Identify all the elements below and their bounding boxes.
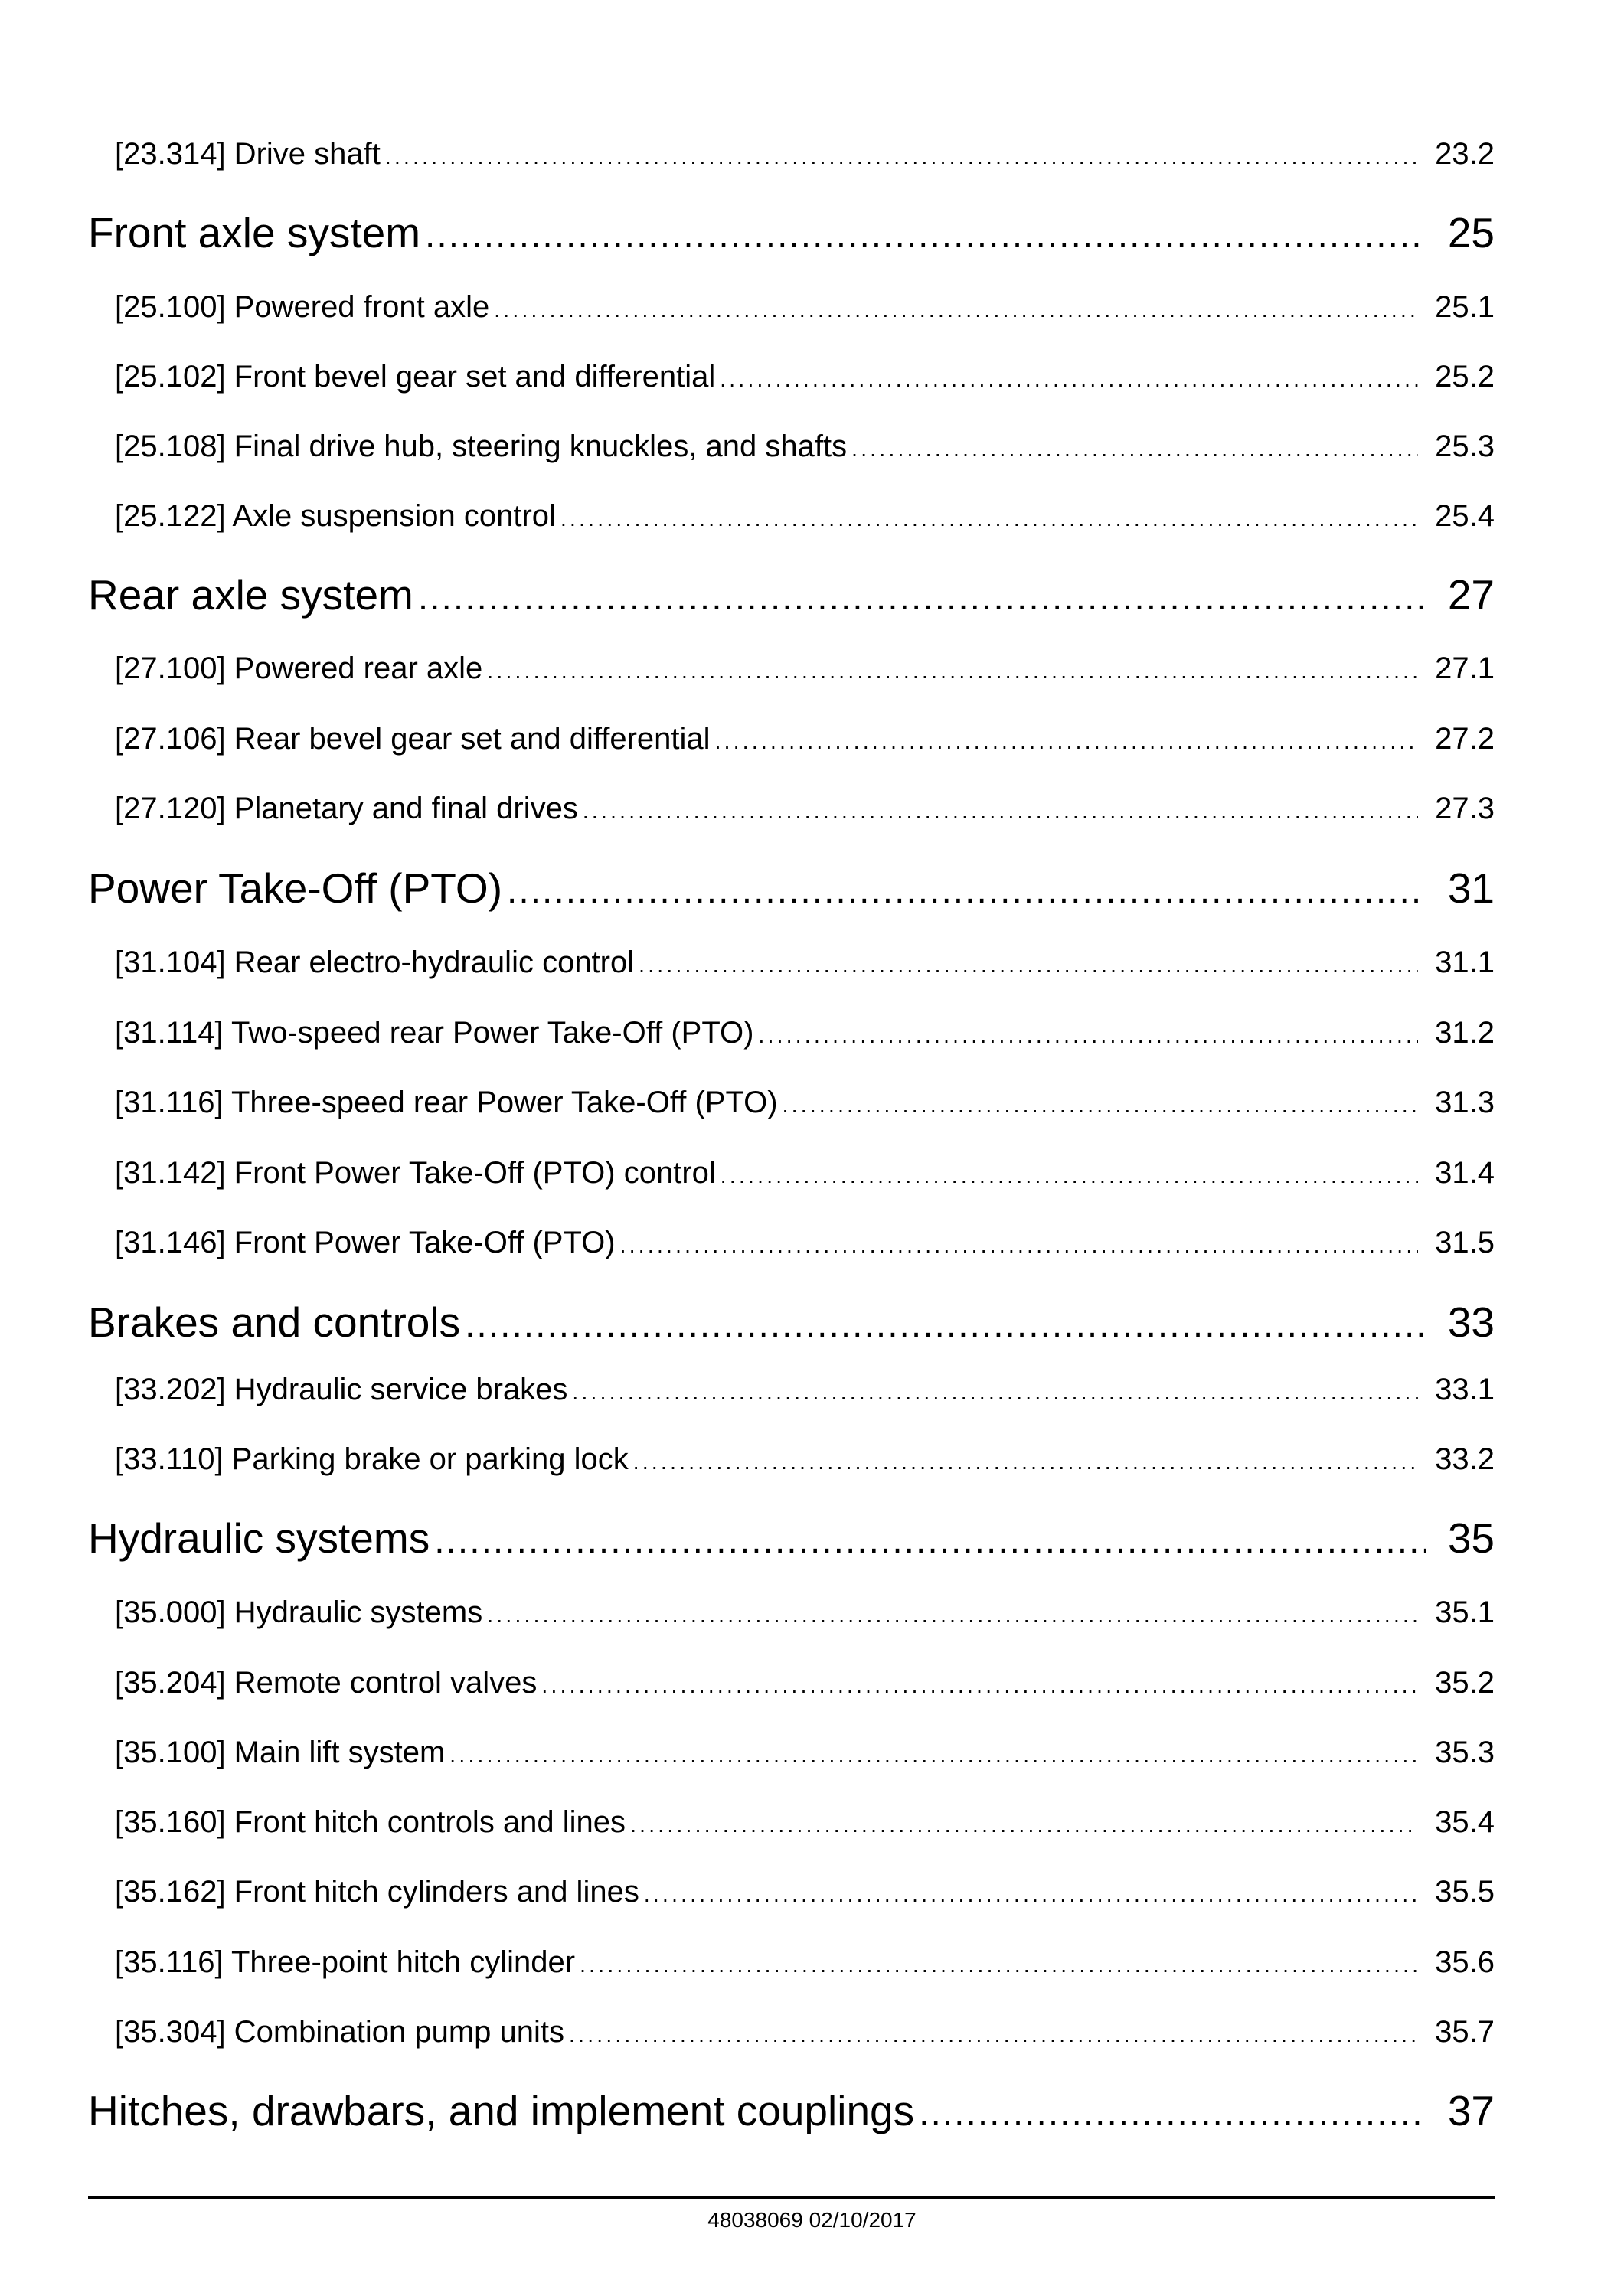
toc-section-row[interactable] (88, 570, 1495, 619)
toc-entry-title: [35.160] Front hitch controls and lines (115, 1805, 626, 1839)
toc-entry-page-number: 35.1 (1435, 1595, 1495, 1629)
toc-entry-page-number: 27.3 (1435, 792, 1495, 825)
dot-leader (580, 1953, 1418, 1978)
dot-leader (630, 1813, 1418, 1837)
dot-leader (425, 214, 1426, 256)
dot-leader (449, 1743, 1418, 1768)
toc-entry-title: [25.122] Axle suspension control (115, 499, 556, 533)
toc-entry-page-number: 35.6 (1435, 1945, 1495, 1979)
dot-leader (569, 2023, 1418, 2047)
dot-leader (639, 953, 1418, 978)
toc-section-row[interactable] (88, 1298, 1495, 1347)
toc-entry-row[interactable] (115, 1442, 1495, 1477)
dot-leader (434, 1520, 1426, 1562)
toc-entry-page-number: 25.4 (1435, 499, 1495, 533)
dot-leader (620, 1233, 1418, 1258)
footer-document-id: 48038069 02/10/2017 (707, 2208, 917, 2232)
toc-section-title: Brakes and controls (88, 1298, 461, 1346)
toc-entry-page-number: 35.3 (1435, 1736, 1495, 1769)
toc-entry-title: [35.204] Remote control valves (115, 1666, 538, 1700)
toc-entry-page-number: 31.5 (1435, 1226, 1495, 1259)
toc-entry-row[interactable] (115, 137, 1495, 171)
toc-section-page-number: 33 (1447, 1298, 1495, 1346)
toc-entry-page-number: 35.7 (1435, 2015, 1495, 2049)
toc-entry-title: [33.202] Hydraulic service brakes (115, 1373, 568, 1406)
dot-leader (487, 659, 1418, 684)
toc-entry-title: [33.110] Parking brake or parking lock (115, 1442, 629, 1476)
toc-entry-row[interactable] (115, 652, 1495, 686)
toc-entry-row[interactable] (115, 722, 1495, 756)
toc-section-title: Hydraulic systems (88, 1514, 430, 1562)
toc-section-row[interactable] (88, 864, 1495, 913)
toc-entry-page-number: 27.2 (1435, 722, 1495, 756)
toc-entry-page-number: 27.1 (1435, 652, 1495, 685)
toc-entry-page-number: 25.1 (1435, 290, 1495, 324)
dot-leader (644, 1883, 1418, 1907)
dot-leader (572, 1380, 1418, 1405)
dot-leader (851, 437, 1418, 462)
toc-entry-row[interactable] (115, 2015, 1495, 2049)
toc-section-row[interactable] (88, 208, 1495, 257)
toc-section-title: Hitches, drawbars, and implement couplings (88, 2087, 915, 2134)
toc-entry-title: [35.304] Combination pump units (115, 2015, 565, 2049)
dot-leader (494, 298, 1418, 322)
dot-leader (560, 507, 1418, 531)
toc-entry-row[interactable] (115, 1226, 1495, 1260)
toc-entry-row[interactable] (115, 1805, 1495, 1840)
toc-entry-title: [23.314] Drive shaft (115, 137, 381, 171)
toc-entry-title: [31.142] Front Power Take-Off (PTO) control (115, 1156, 716, 1190)
toc-entry-title: [35.162] Front hitch cylinders and lines (115, 1875, 639, 1909)
toc-entry-title: [25.102] Front bevel gear set and differential (115, 360, 716, 394)
dot-leader (783, 1093, 1418, 1118)
toc-entry-page-number: 35.5 (1435, 1875, 1495, 1909)
toc-entry-row[interactable] (115, 946, 1495, 980)
toc-entry-row[interactable] (115, 1595, 1495, 1630)
toc-entry-page-number: 31.2 (1435, 1016, 1495, 1050)
toc-entry-row[interactable] (115, 1156, 1495, 1190)
toc-entry-page-number: 33.2 (1435, 1442, 1495, 1476)
dot-leader (633, 1450, 1418, 1475)
dot-leader (758, 1024, 1418, 1048)
toc-section-title: Rear axle system (88, 571, 413, 619)
toc-section-page-number: 31 (1447, 864, 1495, 912)
dot-leader (507, 870, 1426, 912)
toc-entry-title: [27.106] Rear bevel gear set and differential (115, 722, 711, 756)
dot-leader (465, 1304, 1426, 1346)
toc-entry-page-number: 23.2 (1435, 137, 1495, 171)
toc-entry-page-number: 25.3 (1435, 429, 1495, 463)
toc-entry-title: [35.000] Hydraulic systems (115, 1595, 483, 1629)
toc-entry-title: [31.116] Three-speed rear Power Take-Off (PTO) (115, 1086, 778, 1119)
toc-entry-row[interactable] (115, 1736, 1495, 1770)
toc-entry-page-number: 31.3 (1435, 1086, 1495, 1119)
toc-entry-row[interactable] (115, 429, 1495, 464)
toc-section-page-number: 37 (1447, 2087, 1495, 2134)
dot-leader (418, 576, 1426, 619)
toc-entry-title: [27.100] Powered rear axle (115, 652, 483, 685)
toc-section-title: Power Take-Off (PTO) (88, 864, 503, 912)
toc-entry-page-number: 25.2 (1435, 360, 1495, 394)
toc-entry-row[interactable] (115, 290, 1495, 325)
dot-leader (720, 367, 1418, 392)
toc-entry-page-number: 31.1 (1435, 946, 1495, 979)
dot-leader (721, 1164, 1418, 1188)
toc-entry-title: [27.120] Planetary and final drives (115, 792, 578, 825)
dot-leader (919, 2092, 1426, 2134)
toc-entry-title: [25.100] Powered front axle (115, 290, 490, 324)
toc-section-page-number: 25 (1447, 209, 1495, 256)
toc-entry-row[interactable] (115, 792, 1495, 826)
dot-leader (385, 145, 1418, 169)
toc-entry-row[interactable] (115, 1086, 1495, 1120)
toc-entry-page-number: 35.4 (1435, 1805, 1495, 1839)
toc-section-page-number: 35 (1447, 1514, 1495, 1562)
toc-entry-row[interactable] (115, 1373, 1495, 1407)
toc-entry-page-number: 31.4 (1435, 1156, 1495, 1190)
toc-entry-title: [35.116] Three-point hitch cylinder (115, 1945, 576, 1979)
dot-leader (487, 1603, 1418, 1628)
toc-section-page-number: 27 (1447, 571, 1495, 619)
toc-entry-title: [31.146] Front Power Take-Off (PTO) (115, 1226, 616, 1259)
dot-leader (715, 730, 1418, 754)
dot-leader (541, 1674, 1418, 1698)
toc-entry-page-number: 33.1 (1435, 1373, 1495, 1406)
toc-entry-title: [35.100] Main lift system (115, 1736, 446, 1769)
toc-entry-row[interactable] (115, 360, 1495, 394)
toc-entry-row[interactable] (115, 1945, 1495, 1980)
toc-entry-row[interactable] (115, 1875, 1495, 1909)
toc-entry-title: [31.104] Rear electro-hydraulic control (115, 946, 635, 979)
toc-entry-row[interactable] (115, 1666, 1495, 1700)
toc-entry-row[interactable] (115, 1016, 1495, 1050)
toc-section-row[interactable] (88, 2086, 1495, 2135)
toc-section-title: Front axle system (88, 209, 421, 256)
footer-rule (88, 2196, 1495, 2199)
dot-leader (583, 799, 1418, 824)
toc-entry-title: [25.108] Final drive hub, steering knuckles, and shafts (115, 429, 848, 463)
toc-entry-page-number: 35.2 (1435, 1666, 1495, 1700)
toc-section-row[interactable] (88, 1514, 1495, 1563)
toc-entry-row[interactable] (115, 499, 1495, 534)
toc-entry-title: [31.114] Two-speed rear Power Take-Off (PTO) (115, 1016, 754, 1050)
